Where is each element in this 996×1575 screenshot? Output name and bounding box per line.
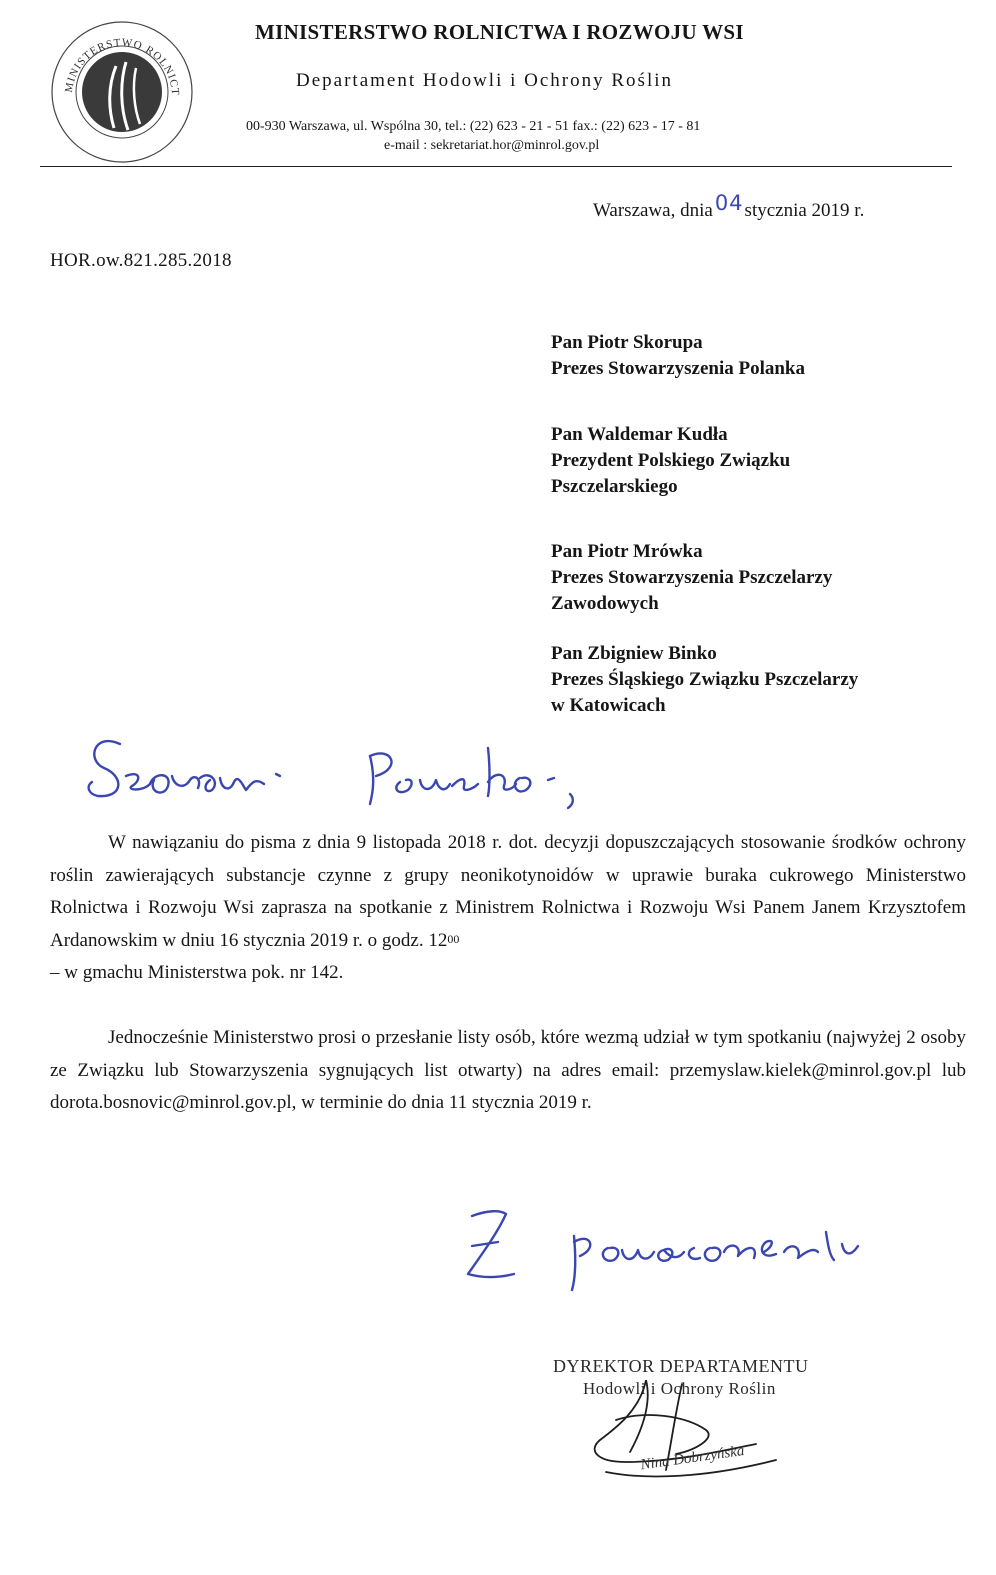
paragraph-text: Jednocześnie Ministerstwo prosi o przesłanie listy osób, które wezmą udział w tym spotkaniu (najwyżej 2 osoby ze Związku lub Stowarzyszenia sygnujących list otwarty) na adres email: przemyslaw.kielek@minrol.gov.pl lub dorota.bosnovic@minrol.gov.pl, w terminie do dnia 11 stycznia 2019 r. [50, 1027, 966, 1113]
paragraph-text: W nawiązaniu do pisma z dnia 9 listopada 2018 r. dot. decyzji dopuszczających stosowanie środków ochrony roślin zawierających substancje czynne z grupy neonikotynoidów w uprawie buraka cukrowego Ministerstwo Rolnictwa i Rozwoju Wsi zaprasza na spotkanie z Ministrem Rolnictwa i Rozwoju Wsi Panem Janem Krzysztofem Ardanowskim w dniu 16 stycznia 2019 r. o godz. 12 [50, 832, 966, 951]
signatory-name: Nina Dobrzyńska [639, 1442, 746, 1474]
recipient-name: Pan Piotr Mrówka [551, 541, 703, 562]
recipient-title: Prezydent Polskiego Związku [551, 450, 791, 471]
date-suffix: stycznia 2019 r. [744, 200, 865, 221]
paragraph-text-location: – w gmachu Ministerstwa pok. nr 142. [50, 962, 344, 983]
recipient-block [551, 422, 951, 500]
ministry-name: MINISTERSTWO ROLNICTWA I ROZWOJU WSI [255, 20, 744, 44]
date-prefix: Warszawa, dnia [593, 200, 713, 221]
recipient-title: Zawodowych [551, 593, 659, 614]
recipient-title: Pszczelarskiego [551, 476, 678, 497]
recipient-block [551, 539, 951, 617]
contact-email: e-mail : sekretariat.hor@minrol.gov.pl [384, 138, 600, 153]
recipient-title: w Katowicach [551, 695, 666, 716]
recipient-title: Prezes Stowarzyszenia Polanka [551, 358, 805, 379]
date-day-handwritten: 04 [714, 191, 744, 215]
recipient-title: Prezes Stowarzyszenia Pszczelarzy [551, 567, 833, 588]
department-name: Departament Hodowli i Ochrony Roślin [296, 70, 674, 91]
letter-body-paragraph-1 [50, 827, 966, 990]
letter-body-paragraph-2 [50, 1022, 966, 1120]
recipient-block [551, 330, 951, 382]
contact-info: 00-930 Warszawa, ul. Wspólna 30, tel.: (22) 623 - 21 - 51 fax.: (22) 623 - 17 - 81 [246, 119, 701, 134]
recipient-title: Prezes Śląskiego Związku Pszczelarzy [551, 669, 859, 690]
letter-date [593, 191, 953, 222]
recipient-block [551, 641, 951, 719]
signature-graphic [586, 1380, 816, 1490]
time-superscript: 00 [447, 931, 460, 946]
stamp-title: DYREKTOR DEPARTAMENTU [553, 1356, 809, 1376]
letterhead-divider [40, 166, 952, 167]
ministry-seal-logo [46, 16, 198, 166]
recipient-name: Pan Zbigniew Binko [551, 643, 717, 664]
reference-number: HOR.ow.821.285.2018 [50, 250, 232, 271]
recipient-name: Pan Waldemar Kudła [551, 424, 728, 445]
handwritten-salutation [80, 726, 600, 810]
handwritten-closing [458, 1202, 878, 1292]
stamp-department: Hodowli i Ochrony Roślin [583, 1379, 776, 1398]
recipient-name: Pan Piotr Skorupa [551, 332, 703, 353]
svg-text:MINISTERSTWO ROLNICTWA I ROZWO: MINISTERSTWO ROLNICT [62, 36, 182, 97]
